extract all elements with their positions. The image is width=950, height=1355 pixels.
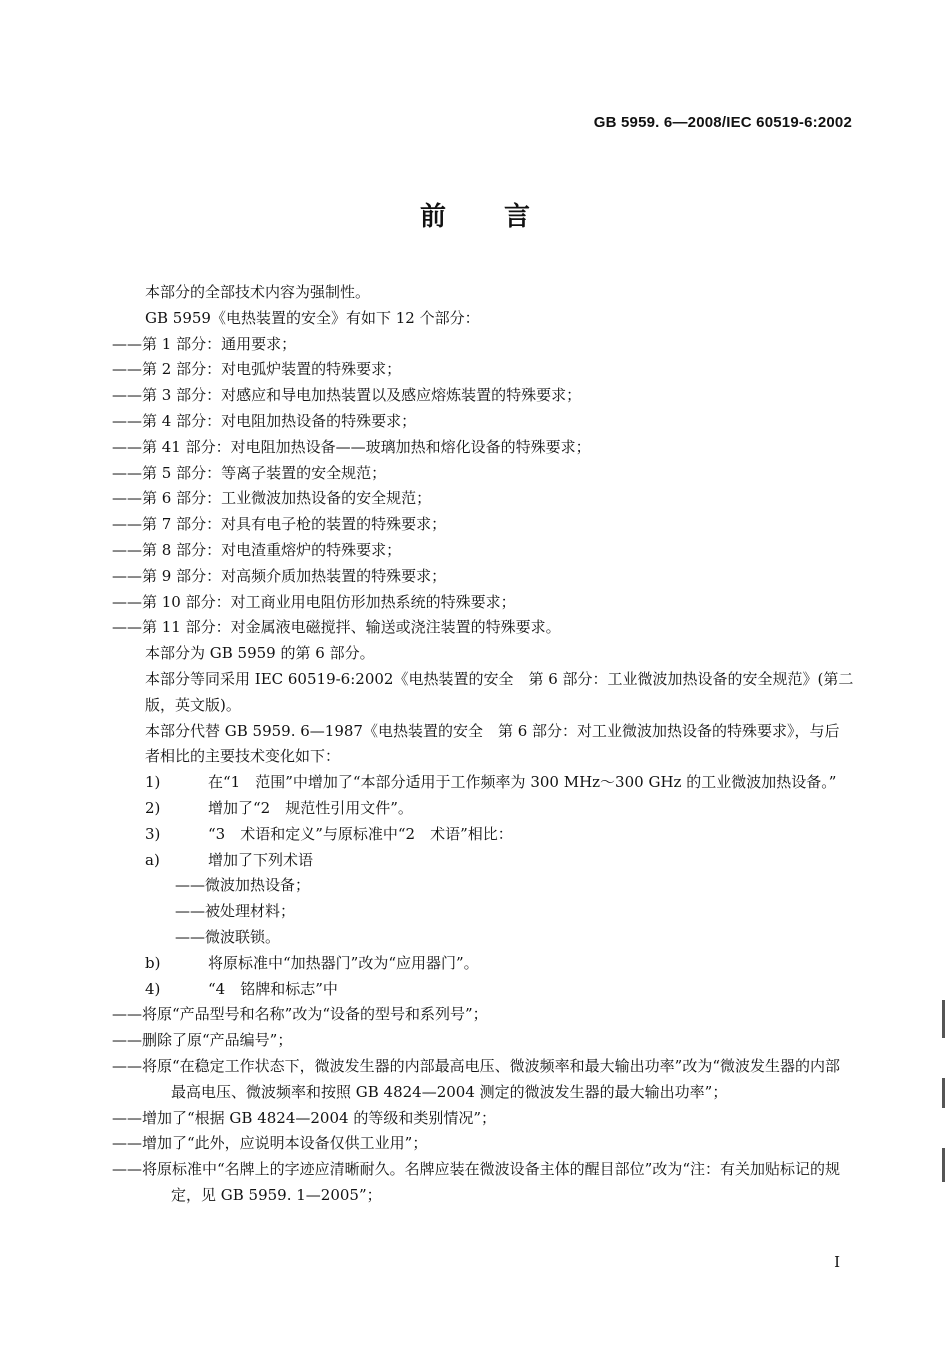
list-item: ——增加了“根据 GB 4824—2004 的等级和类别情况”； (112, 1108, 496, 1127)
term-item: ——微波联锁。 (175, 927, 281, 946)
page-title: 前言 (419, 202, 588, 232)
item-text: 在“1 范围”中增加了“本部分适用于工作频率为 300 MHz～300 GHz 的工业微波加热设备。” (208, 773, 837, 792)
item-text: 将原标准中“加热器门”改为“应用器门”。 (208, 953, 479, 972)
term-item: ——被处理材料； (175, 902, 296, 921)
list-item: ——第 6 部分：工业微波加热设备的安全规范； (112, 489, 432, 508)
list-item: ——第 41 部分：对电阻加热设备——玻璃加热和熔化设备的特殊要求； (112, 437, 591, 456)
list-item: ——第 9 部分：对高频介质加热装置的特殊要求； (112, 566, 447, 585)
standard-number: GB 5959. 6—2008/IEC 60519-6:2002 (593, 114, 852, 131)
change-item (112, 770, 854, 796)
item-text: 增加了“2 规范性引用文件”。 (208, 798, 413, 817)
change-item (112, 822, 854, 848)
scan-mark (942, 1078, 945, 1108)
paragraph: 本部分的全部技术内容为强制性。 (145, 283, 371, 301)
scan-mark (942, 1148, 945, 1182)
list-item: ——第 5 部分：等离子装置的安全规范； (112, 463, 387, 482)
term-item: ——微波加热设备； (175, 876, 311, 895)
paragraph: 本部分代替 GB 5959. 6—1987《电热装置的安全 第 6 部分：对工业微波加热设备的特殊要求》，与后者相比的主要技术变化如下： (145, 721, 840, 766)
item-number: 1) (145, 773, 161, 792)
page-number: I (834, 1253, 840, 1271)
item-text: 增加了下列术语 (208, 850, 314, 869)
item-number: 3) (145, 824, 161, 843)
sub-item (112, 848, 854, 874)
scan-edge-marks (942, 1000, 946, 1222)
list-item: ——第 8 部分：对电渣重熔炉的特殊要求； (112, 540, 402, 559)
item-number: a) (145, 850, 160, 869)
parts-list (112, 332, 854, 642)
change-item (112, 796, 854, 822)
list-item: ——第 11 部分：对金属液电磁搅拌、输送或浇注装置的特殊要求。 (112, 618, 561, 637)
list-item: ——将原“产品型号和名称”改为“设备的型号和系列号”； (112, 1005, 488, 1024)
list-item: ——第 3 部分：对感应和导电加热装置以及感应熔炼装置的特殊要求； (112, 386, 582, 405)
list-item: ——第 1 部分：通用要求； (112, 334, 297, 353)
paragraph: GB 5959《电热装置的安全》有如下 12 个部分： (145, 308, 480, 327)
list-item: ——第 4 部分：对电阻加热设备的特殊要求； (112, 411, 417, 430)
list-item: ——将原标准中“名牌上的字迹应清晰耐久。名牌应装在微波设备主体的醒目部位”改为“注：有关加贴标记的规定，见 GB 5959. 1—2005”； (112, 1160, 841, 1204)
scan-mark (942, 1000, 945, 1038)
sub-item (112, 951, 854, 977)
item-text: “3 术语和定义”与原标准中“2 术语”相比： (208, 824, 513, 843)
change-item (112, 977, 854, 1003)
list-item: ——删除了原“产品编号”； (112, 1031, 293, 1050)
item-number: 2) (145, 798, 161, 817)
list-item: ——第 10 部分：对工商业用电阻仿形加热系统的特殊要求； (112, 592, 516, 611)
list-item: ——增加了“此外，应说明本设备仅供工业用”； (112, 1134, 428, 1153)
list-item: ——第 7 部分：对具有电子枪的装置的特殊要求； (112, 515, 447, 534)
paragraph: 本部分等同采用 IEC 60519-6:2002《电热装置的安全 第 6 部分：工业微波加热设备的安全规范》(第二版，英文版)。 (145, 669, 854, 714)
list-item: ——第 2 部分：对电弧炉装置的特殊要求； (112, 360, 402, 379)
paragraph: 本部分为 GB 5959 的第 6 部分。 (145, 644, 375, 663)
item-number: 4) (145, 979, 161, 998)
list-item: ——将原“在稳定工作状态下，微波发生器的内部最高电压、微波频率和最大输出功率”改为“微波发生器的内部最高电压、微波频率和按照 GB 4824—2004 测定的微波发生器的最大输出功率”； (112, 1056, 841, 1101)
item-text: “4 铭牌和标志”中 (208, 979, 338, 998)
foreword-body (112, 280, 854, 1209)
item-number: b) (145, 953, 161, 972)
